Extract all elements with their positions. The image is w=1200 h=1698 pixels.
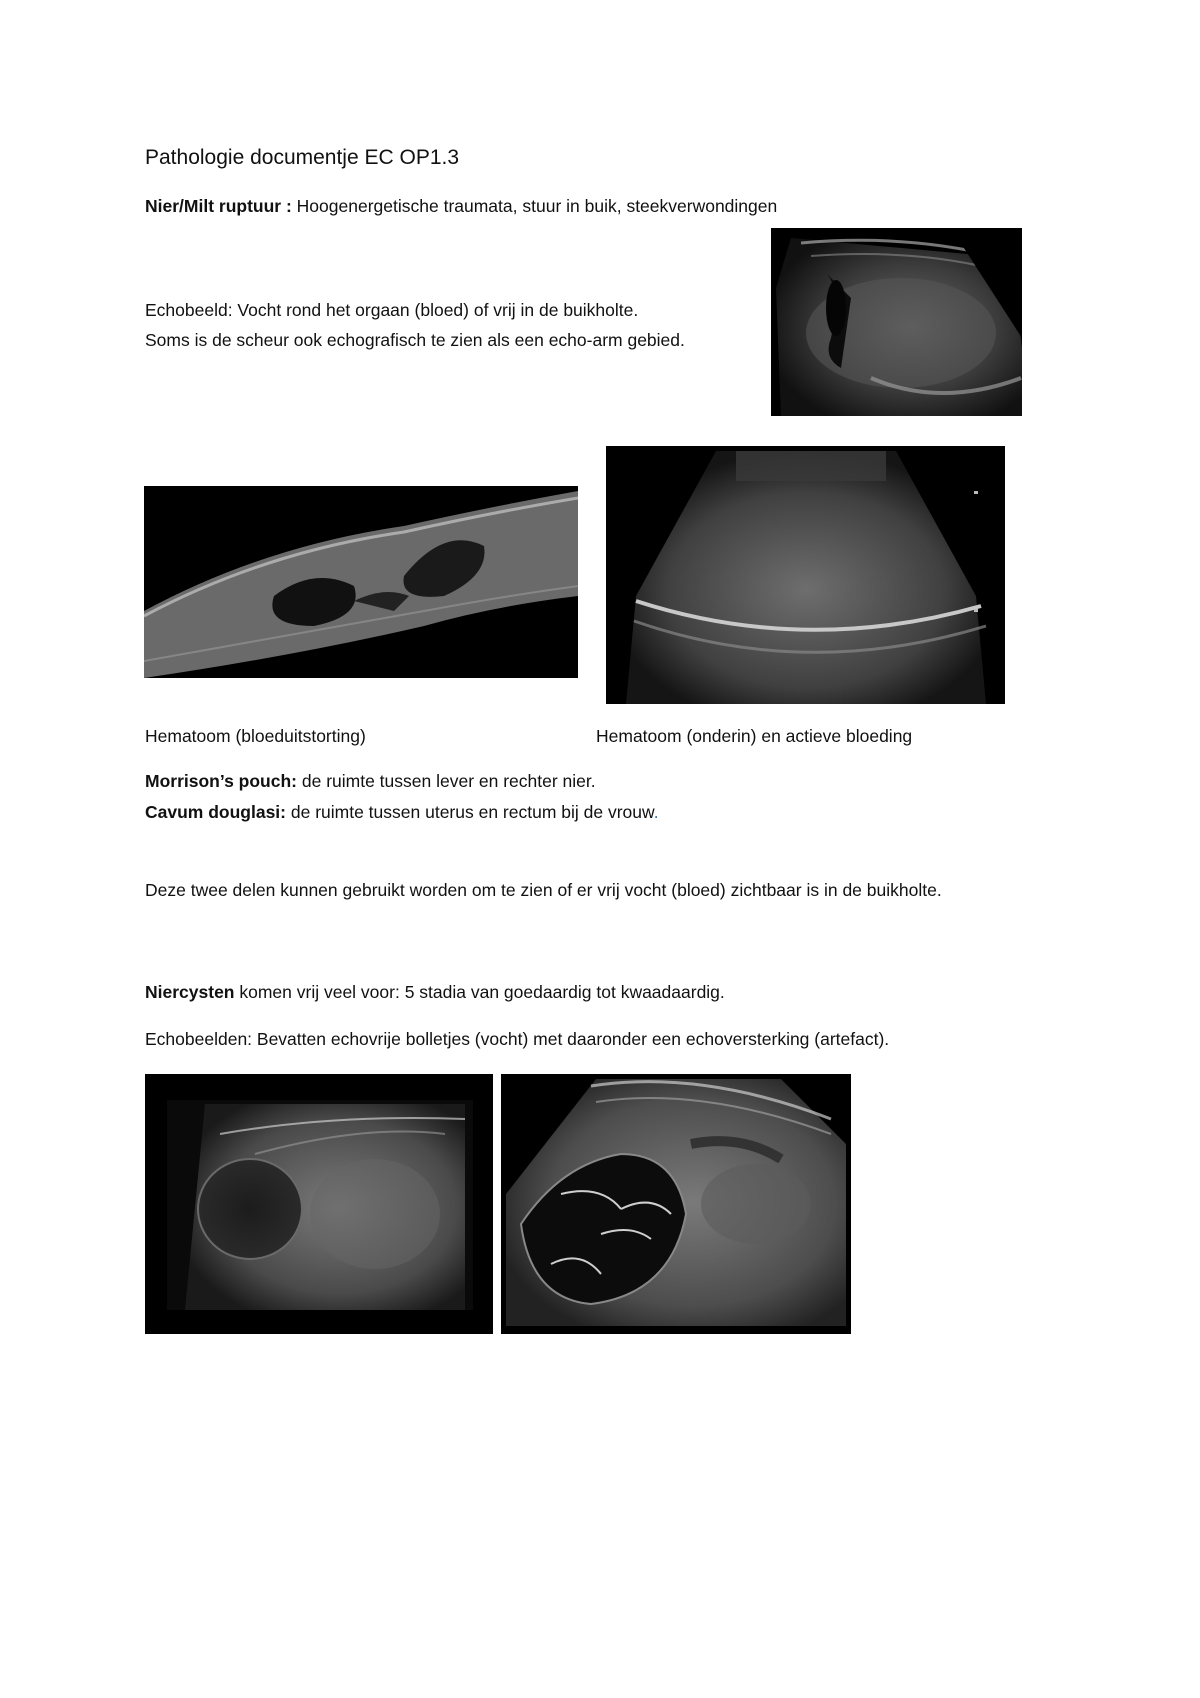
- douglas-text: de ruimte tussen uterus en rectum bij de vrouw: [286, 802, 654, 822]
- rupture-line: [145, 196, 777, 217]
- page-title: Pathologie documentje EC OP1.3: [145, 146, 460, 169]
- niercysten-text: komen vrij veel voor: 5 stadia van goedaardig tot kwaadaardig.: [234, 982, 725, 1002]
- ultrasound-image-actieve-bloeding: [606, 446, 1005, 704]
- niercysten-line: [145, 982, 725, 1003]
- ultrasound-image-complexe-cyste: [501, 1074, 851, 1334]
- douglas-line: [145, 802, 659, 823]
- ultrasound-image-simple-cyste: [145, 1074, 493, 1334]
- echobeelden-line: Echobeelden: Bevatten echovrije bolletjes (vocht) met daaronder een echoversterking (artefact).: [145, 1029, 890, 1049]
- ultrasound-image-hematoom: [144, 486, 578, 678]
- echo-description-line-2: Soms is de scheur ook echografisch te zien als een echo-arm gebied.: [145, 330, 685, 350]
- morrison-text: de ruimte tussen lever en rechter nier.: [297, 771, 596, 791]
- vocht-paragraph: Deze twee delen kunnen gebruikt worden om te zien of er vrij vocht (bloed) zichtbaar is in de buikholte.: [145, 880, 942, 900]
- morrison-line: [145, 771, 596, 792]
- douglas-end-mark: .: [653, 802, 659, 822]
- rupture-text: Hoogenergetische traumata, stuur in buik, steekverwondingen: [296, 196, 778, 216]
- morrison-label: Morrison’s pouch:: [145, 771, 297, 791]
- rupture-separator: :: [281, 196, 297, 216]
- ultrasound-image-rupture: [771, 228, 1022, 416]
- echo-description-line-1: Echobeeld: Vocht rond het orgaan (bloed) of vrij in de buikholte.: [145, 300, 639, 320]
- caption-hematoom: Hematoom (bloeduitstorting): [145, 726, 366, 746]
- niercysten-label: Niercysten: [145, 982, 235, 1002]
- douglas-label: Cavum douglasi:: [145, 802, 286, 822]
- caption-actieve-bloeding: Hematoom (onderin) en actieve bloeding: [596, 726, 913, 746]
- rupture-label: Nier/Milt ruptuur: [145, 196, 282, 216]
